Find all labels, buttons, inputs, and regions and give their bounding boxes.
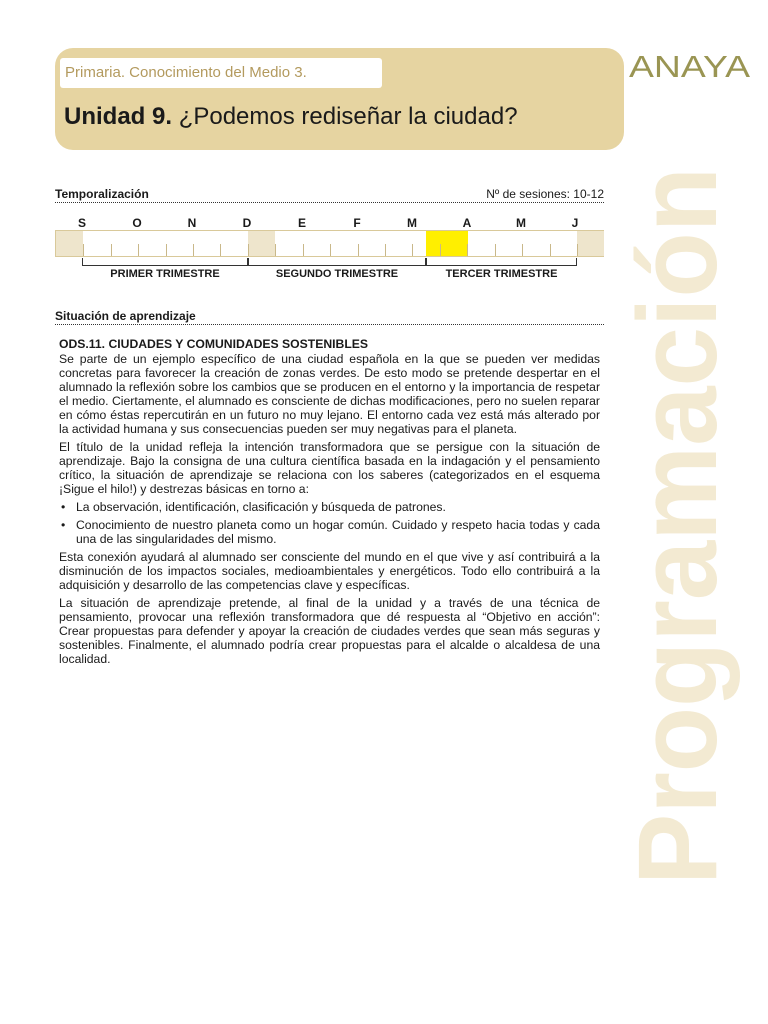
- week-tick: [83, 244, 84, 256]
- month-label: A: [462, 216, 472, 230]
- side-title-text: Programación: [615, 131, 740, 885]
- week-tick: [358, 244, 359, 256]
- highlighted-weeks: [426, 231, 468, 256]
- month-label: E: [297, 216, 306, 230]
- week-tick: [303, 244, 304, 256]
- trimester-bracket: [426, 258, 577, 266]
- situacion-label: Situación de aprendizaje: [55, 309, 196, 323]
- page-title: [64, 103, 518, 131]
- week-tick: [138, 244, 139, 256]
- list-item: • La observación, identificación, clasificación y búsqueda de patrones.: [59, 500, 600, 514]
- paragraph: Esta conexión ayudará al alumnado ser consciente del mundo en el que vive y así contribuirá a la disminución de los impactos sociales, medioambientales y energéticos. Todo ello contribuirá a la adquisición y desarrollo de las competencias clave y específicas.: [59, 550, 600, 592]
- month-label: J: [571, 216, 579, 230]
- week-tick: [495, 244, 496, 256]
- trimester-row: [55, 258, 604, 282]
- sessions-count: Nº de sesiones: 10-12: [486, 187, 604, 201]
- month-label: D: [242, 216, 252, 230]
- week-tick: [385, 244, 386, 256]
- month-label: M: [407, 216, 417, 230]
- subject-tag: Primaria. Conocimiento del Medio 3.: [60, 58, 382, 88]
- month-label: S: [77, 216, 86, 230]
- bullet-list: [59, 500, 600, 546]
- unit-number: Unidad 9.: [64, 103, 173, 130]
- trimester-label: SEGUNDO TRIMESTRE: [275, 268, 399, 280]
- unit-title: ¿Podemos rediseñar la ciudad?: [178, 103, 518, 130]
- month-label: N: [187, 216, 197, 230]
- paragraph: Se parte de un ejemplo específico de una ciudad española en la que se pueden ver medidas concretas para favorecer la creación de zonas verdes. De esto modo se pretende despertar en el alumnado la reflexión sobre los cambios que se producen en el entorno y la importancia de respetar el medio. Ciertamente, el alumnado es consciente de dichas modificaciones, pero no suelen reparar en cómo éstas repercutirán en un futuro no muy lejano. El entorno cada vez está más alterado por la actividad humana y sus consecuencias pueden ser muy negativas para el planeta.: [59, 352, 600, 436]
- month-labels: [55, 216, 604, 230]
- temporalizacion-label: Temporalización: [55, 187, 149, 201]
- paragraph: El título de la unidad refleja la intención transformadora que se persigue con la situación de aprendizaje. Bajo la consigna de una cultura científica basada en la indagación y el pensamiento crítico, la situación de aprendizaje se relaciona con los saberes (categorizados en el esquema ¡Sigue el hilo!) y destrezas básicas en torno a:: [59, 440, 600, 496]
- shaded-week: [56, 231, 83, 256]
- week-tick: [412, 244, 413, 256]
- anaya-logo: [629, 49, 751, 84]
- temporalizacion-heading: [55, 187, 604, 203]
- situacion-heading: [55, 309, 604, 325]
- week-tick: [577, 244, 578, 256]
- week-tick: [330, 244, 331, 256]
- logo-text: ANAYA: [629, 49, 751, 84]
- ods-title: ODS.11. CIUDADES Y COMUNIDADES SOSTENIBLES: [59, 337, 369, 351]
- week-tick: [440, 244, 441, 256]
- month-label: F: [353, 216, 361, 230]
- timeline-bar: [55, 230, 604, 257]
- side-title: [615, 131, 740, 890]
- logo-svg: [629, 49, 751, 84]
- week-tick: [220, 244, 221, 256]
- trimester-bracket: [248, 258, 426, 266]
- situacion-content: [59, 337, 600, 670]
- week-tick: [166, 244, 167, 256]
- trimester-label: TERCER TRIMESTRE: [445, 268, 558, 280]
- week-tick: [248, 244, 249, 256]
- shaded-week: [248, 231, 275, 256]
- trimester-label: PRIMER TRIMESTRE: [110, 268, 220, 280]
- shaded-week: [577, 231, 604, 256]
- list-item: • Conocimiento de nuestro planeta como un hogar común. Cuidado y respeto hacia todas y cada una de las singularidades del mismo.: [59, 518, 600, 546]
- side-title-svg: [615, 131, 740, 890]
- week-tick: [111, 244, 112, 256]
- paragraph: La situación de aprendizaje pretende, al final de la unidad y a través de una técnica de pensamiento, provocar una reflexión transformadora que dé respuesta al “Objetivo en acción”: Crear propuestas para defender y apoyar la creación de ciudades verdes que sean más seguras y sostenibles. Finalmente, el alumnado podría crear propuestas para el alcalde o alcaldesa de una localidad.: [59, 596, 600, 666]
- week-tick: [193, 244, 194, 256]
- week-tick: [522, 244, 523, 256]
- month-label: O: [132, 216, 142, 230]
- week-tick: [550, 244, 551, 256]
- month-label: M: [516, 216, 526, 230]
- trimester-bracket: [82, 258, 248, 266]
- week-tick: [275, 244, 276, 256]
- week-tick: [467, 244, 468, 256]
